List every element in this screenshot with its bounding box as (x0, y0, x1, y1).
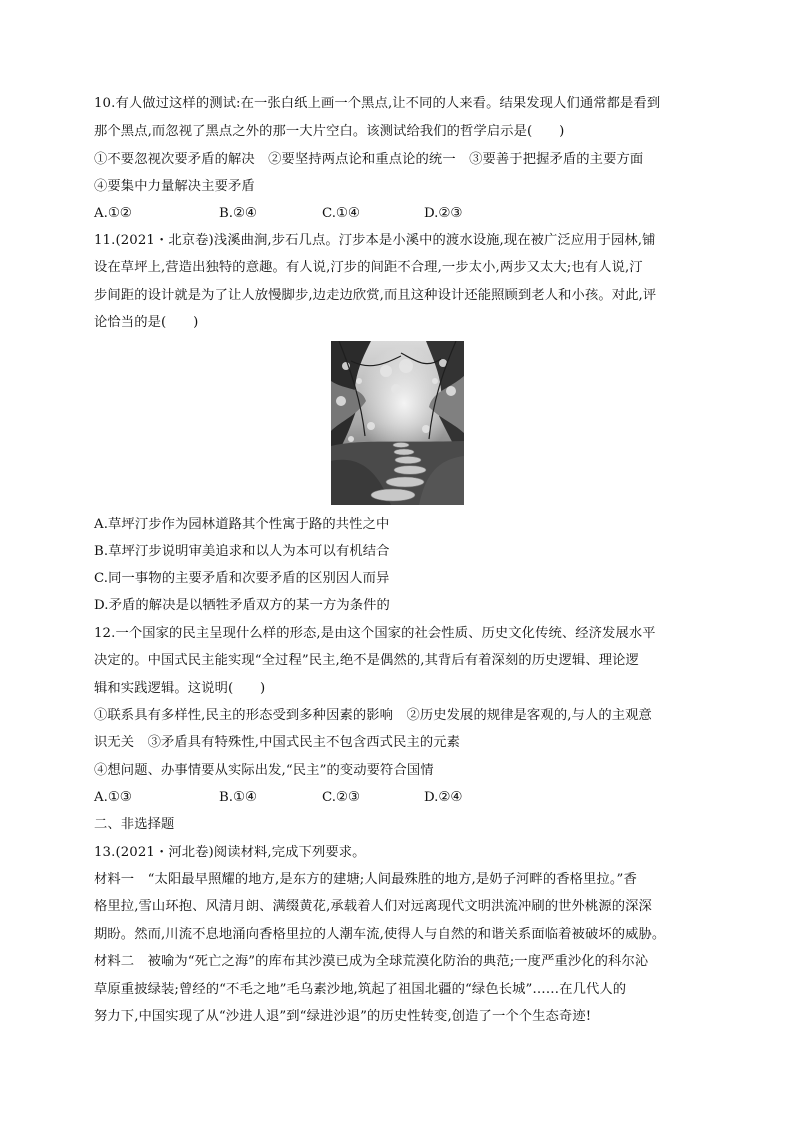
q13-material-1-line-3: 期盼。然而,川流不息地涌向香格里拉的人潮车流,使得人与自然的和谐关系面临着被破坏的威胁。 (94, 927, 666, 942)
q11-choice-d: D.矛盾的解决是以牺牲矛盾双方的某一方为条件的 (94, 598, 390, 613)
section-heading: 二、非选择题 (94, 817, 175, 832)
q12-choice-d: D.②④ (424, 790, 463, 805)
q10-options-line-2: ④要集中力量解决主要矛盾 (94, 179, 255, 194)
q12-options-line-3: ④想问题、办事情要从实际出发,“民主”的变动要符合国情 (94, 763, 434, 778)
q13-material-2-line-3: 努力下,中国实现了从“沙进人退”到“绿进沙退”的历史性转变,创造了一个个生态奇迹! (94, 1009, 592, 1024)
q11-choice-b: B.草坪汀步说明审美追求和以人为本可以有机结合 (94, 544, 390, 559)
q11-stem-line-2: 设在草坪上,营造出独特的意趣。有人说,汀步的间距不合理,一步太小,两步又太大;也有人说,汀 (94, 260, 643, 275)
q12-choice-c: C.②③ (322, 790, 360, 805)
q12-options-line-1: ①联系具有多样性,民主的形态受到多种因素的影响 ②历史发展的规律是客观的,与人的主观意 (94, 708, 652, 723)
q13-stem: 13.(2021・河北卷)阅读材料,完成下列要求。 (94, 845, 366, 860)
q10-stem-line-2: 那个黑点,而忽视了黑点之外的那一大片空白。该测试给我们的哲学启示是( ) (94, 124, 565, 139)
q11-stem-line-4: 论恰当的是( ) (94, 315, 199, 330)
q11-stem-line-3: 步间距的设计就是为了让人放慢脚步,边走边欣赏,而且这种设计还能照顾到老人和小孩。对此,评 (94, 288, 657, 303)
q13-material-2-line-1: 材料二 被喻为“死亡之海”的库布其沙漠已成为全球荒漠化防治的典范;一度严重沙化的科尔沁 (94, 954, 649, 969)
q12-choice-a: A.①③ (94, 790, 132, 805)
q11-stem-line-1: 11.(2021・北京卷)浅溪曲涧,步石几点。汀步本是小溪中的渡水设施,现在被广泛应用于园林,铺 (94, 233, 656, 248)
q10-choice-d: D.②③ (424, 206, 463, 221)
q10-stem-line-1: 10.有人做过这样的测试:在一张白纸上画一个黑点,让不同的人来看。结果发现人们通常都是看到 (94, 96, 661, 111)
q10-choice-a: A.①② (94, 206, 132, 221)
q10-choice-c: C.①④ (322, 206, 360, 221)
q13-material-1-line-2: 格里拉,雪山环抱、风清月朗、满缀黄花,承载着人们对远离现代文明洪流冲刷的世外桃源的深深 (94, 899, 652, 914)
q11-choice-a: A.草坪汀步作为园林道路其个性寓于路的共性之中 (94, 517, 390, 532)
q12-stem-line-3: 辑和实践逻辑。这说明( ) (94, 681, 266, 696)
q12-choice-b: B.①④ (219, 790, 257, 805)
q13-material-2-line-2: 草原重披绿装;曾经的“不毛之地”毛乌素沙地,筑起了祖国北疆的“绿色长城”……在几代人的 (94, 982, 627, 997)
q12-stem-line-2: 决定的。中国式民主能实现“全过程”民主,绝不是偶然的,其背后有着深刻的历史逻辑、理论逻 (94, 653, 639, 668)
stepping-stones-photo (331, 341, 464, 505)
q10-choice-b: B.②④ (219, 206, 257, 221)
q11-choice-c: C.同一事物的主要矛盾和次要矛盾的区别因人而异 (94, 571, 390, 586)
q12-options-line-2: 识无关 ③矛盾具有特殊性,中国式民主不包含西式民主的元素 (94, 735, 461, 750)
q12-stem-line-1: 12.一个国家的民主呈现什么样的形态,是由这个国家的社会性质、历史文化传统、经济发展水平 (94, 626, 656, 641)
q13-material-1-line-1: 材料一 “太阳最早照耀的地方,是东方的建塘;人间最殊胜的地方,是奶子河畔的香格里拉。”香 (94, 872, 637, 887)
q10-options-line-1: ①不要忽视次要矛盾的解决 ②要坚持两点论和重点论的统一 ③要善于把握矛盾的主要方面 (94, 152, 644, 167)
